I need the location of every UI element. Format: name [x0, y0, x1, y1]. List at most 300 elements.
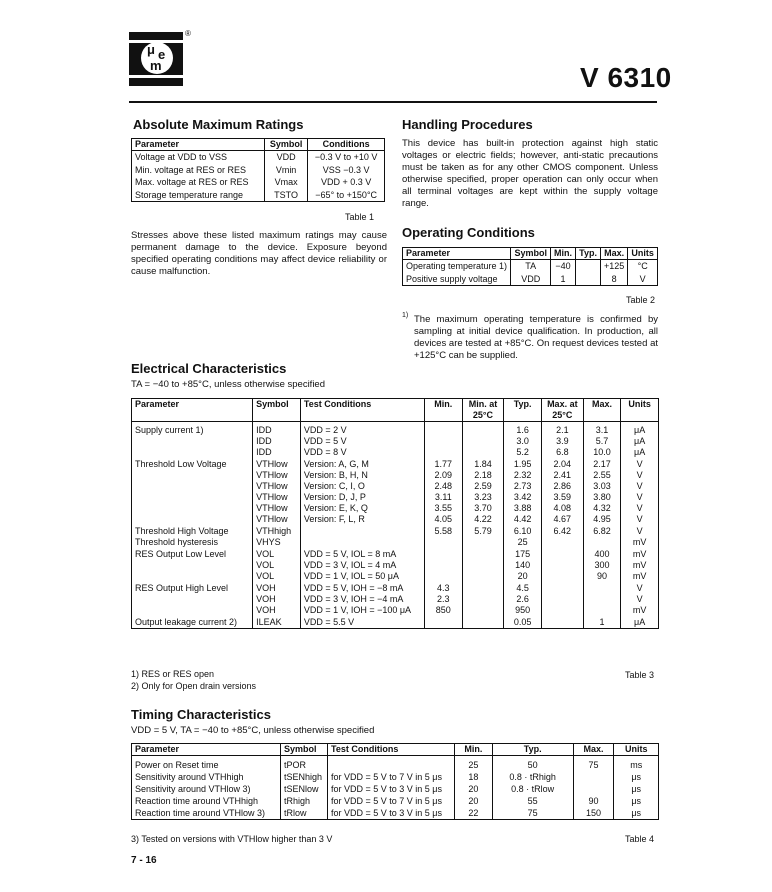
- cell-max-25: 2.86: [541, 481, 583, 492]
- cell-test-conditions: VDD = 3 V, IOH = −4 mA: [300, 594, 424, 605]
- electrical-footnote-2: 2) Only for Open drain versions: [131, 681, 257, 691]
- table-row: [132, 492, 659, 503]
- op-param-0: Operating temperature 1): [406, 261, 508, 271]
- cell-max-25: 4.08: [541, 503, 583, 514]
- col-max: Max.: [601, 248, 628, 260]
- cell-min-25: 2.59: [462, 481, 504, 492]
- cell-units: mV: [621, 560, 659, 571]
- cell-symbol: VOL: [253, 560, 301, 571]
- cell-test-conditions: [328, 756, 455, 772]
- cell-min-25: [462, 594, 504, 605]
- document-title: V 6310: [580, 62, 672, 93]
- col-symbol: Symbol: [511, 248, 551, 260]
- cell-symbol: VTHlow: [253, 492, 301, 503]
- cell-typ: 140: [504, 560, 542, 571]
- cell-max: 2.55: [583, 470, 621, 481]
- op-max-1: 8: [611, 273, 617, 284]
- col-units: Units: [621, 399, 659, 422]
- op-units: [628, 260, 658, 286]
- cell-units: V: [621, 594, 659, 605]
- table-row: [132, 548, 659, 560]
- cell-typ: 3.88: [504, 503, 542, 514]
- cell-max: 1: [583, 616, 621, 629]
- col-min-25: Min. at 25°C: [462, 399, 504, 422]
- col-max: Max.: [583, 399, 621, 422]
- cell-parameter: [132, 436, 253, 447]
- cell-min: 2.3: [424, 594, 462, 605]
- cell-min-25: [462, 436, 504, 447]
- cell-units: mV: [621, 548, 659, 560]
- table-4-label: Table 4: [625, 834, 655, 844]
- page-number: 7 - 16: [131, 855, 157, 866]
- cell-max: 4.32: [583, 503, 621, 514]
- cell-typ: 55: [492, 795, 573, 807]
- col-min: Min.: [551, 248, 576, 260]
- abs-sym-2: Vmax: [274, 177, 298, 187]
- cell-typ: 1.95: [504, 458, 542, 470]
- op-typs: [576, 260, 601, 286]
- table-row: [132, 458, 659, 470]
- cell-min-25: 2.18: [462, 470, 504, 481]
- col-typ: Typ.: [492, 744, 573, 756]
- cell-min-25: [462, 422, 504, 437]
- cell-test-conditions: [300, 525, 424, 537]
- cell-units: μs: [614, 795, 659, 807]
- cell-min-25: [462, 447, 504, 458]
- header-rule: [129, 101, 657, 103]
- cell-max: [573, 771, 614, 783]
- cell-min: 3.55: [424, 503, 462, 514]
- abs-sym-0: VDD: [276, 152, 296, 162]
- cell-units: μs: [614, 771, 659, 783]
- cell-max-25: [541, 605, 583, 616]
- logo-letter-e: e: [158, 47, 166, 62]
- cell-parameter: [132, 560, 253, 571]
- table-row: [132, 422, 659, 437]
- cell-max: [583, 582, 621, 594]
- timing-table: [131, 743, 659, 820]
- col-parameter: Parameter: [132, 744, 281, 756]
- cell-min: 4.3: [424, 582, 462, 594]
- cell-max: [583, 594, 621, 605]
- table-row: [132, 481, 659, 492]
- cell-units: μA: [621, 436, 659, 447]
- cell-max-25: 3.9: [541, 436, 583, 447]
- cell-max: 150: [573, 807, 614, 820]
- cell-max: 90: [573, 795, 614, 807]
- cell-test-conditions: VDD = 5.5 V: [300, 616, 424, 629]
- col-parameter: Parameter: [403, 248, 511, 260]
- cell-parameter: Threshold hysteresis: [132, 537, 253, 548]
- registered-mark-icon: ®: [185, 29, 191, 38]
- cell-max-25: 6.8: [541, 447, 583, 458]
- cell-units: V: [621, 470, 659, 481]
- cell-units: μA: [621, 616, 659, 629]
- cell-min-25: 4.22: [462, 514, 504, 525]
- cell-units: μs: [614, 783, 659, 795]
- cell-typ: 20: [504, 571, 542, 582]
- cell-max-25: [541, 548, 583, 560]
- table-header-row: [132, 399, 659, 422]
- emm-logo: [129, 29, 191, 86]
- electrical-footnote-1: 1) RES or RES open: [131, 669, 215, 679]
- cell-symbol: VTHlow: [253, 514, 301, 525]
- cell-symbol: IDD: [253, 436, 301, 447]
- col-units: Units: [628, 248, 658, 260]
- cell-symbol: VOL: [253, 548, 301, 560]
- cell-test-conditions: VDD = 3 V, IOL = 4 mA: [300, 560, 424, 571]
- cell-symbol: tRlow: [281, 807, 328, 820]
- cell-typ: 3.42: [504, 492, 542, 503]
- cell-units: μA: [621, 447, 659, 458]
- cell-typ: 0.05: [504, 616, 542, 629]
- abs-cond-0: −0.3 V to +10 V: [314, 152, 378, 162]
- cell-symbol: tSENlow: [281, 783, 328, 795]
- cell-parameter: RES Output Low Level: [132, 548, 253, 560]
- col-typ: Typ.: [576, 248, 601, 260]
- table-row: [132, 514, 659, 525]
- cell-symbol: ILEAK: [253, 616, 301, 629]
- op-unit-1: V: [639, 273, 646, 284]
- abs-param-1: Min. voltage at RES or RES: [135, 164, 247, 175]
- cell-test-conditions: VDD = 1 V, IOH = −100 μA: [300, 605, 424, 616]
- cell-min: 25: [455, 756, 493, 772]
- abs-param-3: Storage temperature range: [135, 189, 244, 200]
- cell-max-25: 2.04: [541, 458, 583, 470]
- table-row: [132, 783, 659, 795]
- cell-parameter: Threshold High Voltage: [132, 525, 253, 537]
- cell-min: 20: [455, 795, 493, 807]
- cell-min-25: 5.79: [462, 525, 504, 537]
- col-typ: Typ.: [504, 399, 542, 422]
- col-min: Min.: [424, 399, 462, 422]
- abs-max-table: [131, 138, 385, 202]
- cell-min-25: 3.70: [462, 503, 504, 514]
- col-test-conditions: Test Conditions: [300, 399, 424, 422]
- cell-max-25: [541, 582, 583, 594]
- cell-max-25: 6.42: [541, 525, 583, 537]
- cell-units: ms: [614, 756, 659, 772]
- col-conditions: Conditions: [308, 139, 385, 151]
- cell-test-conditions: Version: C, I, O: [300, 481, 424, 492]
- table-3-label: Table 3: [625, 670, 655, 680]
- op-param-1: Positive supply voltage: [406, 273, 498, 284]
- stress-note: Stresses above these listed maximum ratings may cause permanent damage to the device. Exposure beyond specified operating conditions may affect device reliability or cause malfunction.: [131, 230, 387, 277]
- abs-cond-2: VDD + 0.3 V: [321, 177, 372, 187]
- cell-typ: 75: [492, 807, 573, 820]
- cell-symbol: VTHlow: [253, 503, 301, 514]
- cell-parameter: Threshold Low Voltage: [132, 458, 253, 470]
- cell-max-25: [541, 537, 583, 548]
- electrical-subheading: TA = −40 to +85°C, unless otherwise specified: [131, 379, 325, 390]
- cell-test-conditions: for VDD = 5 V to 7 V in 5 μs: [328, 795, 455, 807]
- cell-min: 5.58: [424, 525, 462, 537]
- timing-subheading: VDD = 5 V, TA = −40 to +85°C, unless otherwise specified: [131, 725, 375, 736]
- cell-units: V: [621, 492, 659, 503]
- table-row: [132, 807, 659, 820]
- cell-typ: 2.32: [504, 470, 542, 481]
- cell-symbol: tRhigh: [281, 795, 328, 807]
- abs-max-heading: Absolute Maximum Ratings: [133, 117, 304, 132]
- cell-max-25: [541, 560, 583, 571]
- cell-parameter: [132, 571, 253, 582]
- cell-min: [424, 422, 462, 437]
- cell-min-25: [462, 582, 504, 594]
- table-row: [132, 525, 659, 537]
- cell-units: V: [621, 514, 659, 525]
- logo-letter-m: m: [150, 58, 162, 73]
- cell-test-conditions: VDD = 2 V: [300, 422, 424, 437]
- cell-min: 4.05: [424, 514, 462, 525]
- col-symbol: Symbol: [253, 399, 301, 422]
- row-symbols: [264, 151, 308, 202]
- row-params: [132, 151, 265, 202]
- col-max-25: Max. at 25°C: [541, 399, 583, 422]
- cell-parameter: [132, 470, 253, 481]
- col-max: Max.: [573, 744, 614, 756]
- table-row: [132, 616, 659, 629]
- cell-max: 90: [583, 571, 621, 582]
- cell-max-25: [541, 594, 583, 605]
- cell-typ: 6.10: [504, 525, 542, 537]
- cell-max: [583, 605, 621, 616]
- col-parameter: Parameter: [132, 139, 265, 151]
- cell-typ: 2.6: [504, 594, 542, 605]
- cell-max: 3.1: [583, 422, 621, 437]
- cell-symbol: tSENhigh: [281, 771, 328, 783]
- cell-min: 850: [424, 605, 462, 616]
- cell-test-conditions: Version: B, H, N: [300, 470, 424, 481]
- cell-min-25: [462, 537, 504, 548]
- cell-parameter: [132, 605, 253, 616]
- cell-parameter: Reaction time around VTHlow 3): [132, 807, 281, 820]
- table-row: [132, 560, 659, 571]
- cell-max: 75: [573, 756, 614, 772]
- cell-max-25: 2.41: [541, 470, 583, 481]
- electrical-footnotes: [131, 668, 256, 692]
- handling-heading: Handling Procedures: [402, 117, 533, 132]
- cell-test-conditions: for VDD = 5 V to 3 V in 5 μs: [328, 807, 455, 820]
- cell-units: V: [621, 481, 659, 492]
- table-header-row: [132, 139, 385, 151]
- cell-test-conditions: VDD = 5 V, IOL = 8 mA: [300, 548, 424, 560]
- cell-max: [583, 537, 621, 548]
- cell-min-25: 1.84: [462, 458, 504, 470]
- cell-max-25: 3.59: [541, 492, 583, 503]
- operating-heading: Operating Conditions: [402, 225, 535, 240]
- col-min: Min.: [455, 744, 493, 756]
- cell-units: μs: [614, 807, 659, 820]
- abs-sym-1: Vmin: [275, 164, 297, 175]
- cell-test-conditions: Version: F, L, R: [300, 514, 424, 525]
- op-mins: [551, 260, 576, 286]
- table-row: [132, 795, 659, 807]
- cell-max-25: 2.1: [541, 422, 583, 437]
- abs-param-0: Voltage at VDD to VSS: [135, 152, 228, 162]
- col-symbol: Symbol: [264, 139, 308, 151]
- op-params: [403, 260, 511, 286]
- cell-test-conditions: Version: A, G, M: [300, 458, 424, 470]
- cell-typ: 50: [492, 756, 573, 772]
- table-row: [132, 151, 385, 202]
- footnote-1-mark: 1): [402, 312, 409, 319]
- cell-symbol: VTHlow: [253, 470, 301, 481]
- cell-min: [424, 560, 462, 571]
- cell-test-conditions: Version: D, J, P: [300, 492, 424, 503]
- cell-min: 22: [455, 807, 493, 820]
- table-row: [132, 771, 659, 783]
- timing-heading: Timing Characteristics: [131, 707, 271, 722]
- cell-test-conditions: [300, 537, 424, 548]
- cell-max: 10.0: [583, 447, 621, 458]
- cell-max: 300: [583, 560, 621, 571]
- op-min-0: −40: [555, 261, 571, 271]
- cell-typ: 175: [504, 548, 542, 560]
- cell-min: 20: [455, 783, 493, 795]
- cell-typ: 0.8 · tRhigh: [492, 771, 573, 783]
- cell-test-conditions: VDD = 1 V, IOL = 50 μA: [300, 571, 424, 582]
- cell-max: 6.82: [583, 525, 621, 537]
- cell-test-conditions: Version: E, K, Q: [300, 503, 424, 514]
- handling-text: This device has built-in protection against high static voltages or electric fields; however, anti-static precautions must be taken as for any other CMOS component. Unless otherwise specified, proper operation can only occur when all terminal voltages are kept within the supply voltage range.: [402, 138, 658, 209]
- cell-parameter: Reaction time around VTHhigh: [132, 795, 281, 807]
- cell-units: mV: [621, 605, 659, 616]
- cell-test-conditions: for VDD = 5 V to 3 V in 5 μs: [328, 783, 455, 795]
- cell-typ: 4.42: [504, 514, 542, 525]
- table-row: [132, 537, 659, 548]
- cell-min-25: [462, 616, 504, 629]
- cell-max: 3.03: [583, 481, 621, 492]
- cell-test-conditions: VDD = 5 V, IOH = −8 mA: [300, 582, 424, 594]
- col-symbol: Symbol: [281, 744, 328, 756]
- cell-symbol: VOH: [253, 605, 301, 616]
- col-test-conditions: Test Conditions: [328, 744, 455, 756]
- cell-parameter: Output leakage current 2): [132, 616, 253, 629]
- cell-symbol: IDD: [253, 422, 301, 437]
- cell-symbol: IDD: [253, 447, 301, 458]
- cell-symbol: VOH: [253, 594, 301, 605]
- cell-parameter: [132, 503, 253, 514]
- cell-max: [573, 783, 614, 795]
- op-symbols: [511, 260, 551, 286]
- cell-max: 2.17: [583, 458, 621, 470]
- cell-min-25: [462, 571, 504, 582]
- op-unit-0: °C: [637, 261, 648, 271]
- cell-symbol: VTHlow: [253, 481, 301, 492]
- cell-typ: 1.6: [504, 422, 542, 437]
- cell-min: 2.09: [424, 470, 462, 481]
- cell-typ: 25: [504, 537, 542, 548]
- table-row: [132, 447, 659, 458]
- cell-min: 1.77: [424, 458, 462, 470]
- op-sym-1: VDD: [521, 273, 541, 284]
- cell-parameter: [132, 594, 253, 605]
- table-row: [132, 756, 659, 772]
- cell-min: [424, 537, 462, 548]
- op-sym-0: TA: [525, 261, 537, 271]
- cell-max: 4.95: [583, 514, 621, 525]
- cell-parameter: [132, 481, 253, 492]
- table-row: [132, 503, 659, 514]
- row-conditions: [308, 151, 385, 202]
- cell-parameter: [132, 492, 253, 503]
- table-2-label: Table 2: [626, 295, 656, 305]
- cell-min: [424, 548, 462, 560]
- table-header-row: [132, 744, 659, 756]
- cell-typ: 950: [504, 605, 542, 616]
- op-max-0: +125: [604, 261, 625, 271]
- cell-max: 5.7: [583, 436, 621, 447]
- cell-test-conditions: VDD = 8 V: [300, 447, 424, 458]
- table-row: [132, 571, 659, 582]
- electrical-table-body: [132, 422, 659, 629]
- cell-units: V: [621, 525, 659, 537]
- abs-param-2: Max. voltage at RES or RES: [135, 177, 249, 187]
- op-maxs: [601, 260, 628, 286]
- table-header-row: [403, 248, 658, 260]
- cell-symbol: VOH: [253, 582, 301, 594]
- cell-min: [424, 571, 462, 582]
- table-row: [132, 582, 659, 594]
- cell-min: 18: [455, 771, 493, 783]
- cell-min: [424, 447, 462, 458]
- table-row: [403, 260, 658, 286]
- cell-symbol: VTHlow: [253, 458, 301, 470]
- cell-max-25: [541, 571, 583, 582]
- cell-max: 400: [583, 548, 621, 560]
- cell-max: 3.80: [583, 492, 621, 503]
- timing-table-body: [132, 756, 659, 820]
- electrical-heading: Electrical Characteristics: [131, 361, 287, 376]
- cell-parameter: Sensitivity around VTHhigh: [132, 771, 281, 783]
- cell-max-25: 4.67: [541, 514, 583, 525]
- cell-typ: 2.73: [504, 481, 542, 492]
- table-1-label: Table 1: [345, 212, 375, 222]
- timing-footnote: 3) Tested on versions with VTHlow higher than 3 V: [131, 834, 333, 844]
- cell-typ: 3.0: [504, 436, 542, 447]
- cell-min: 2.48: [424, 481, 462, 492]
- cell-parameter: RES Output High Level: [132, 582, 253, 594]
- cell-units: mV: [621, 537, 659, 548]
- abs-sym-3: TSTO: [274, 189, 298, 200]
- cell-parameter: Supply current 1): [132, 422, 253, 437]
- table-row: [132, 605, 659, 616]
- cell-symbol: VHYS: [253, 537, 301, 548]
- cell-min-25: 3.23: [462, 492, 504, 503]
- electrical-table: [131, 398, 659, 629]
- cell-typ: 4.5: [504, 582, 542, 594]
- cell-min: [424, 436, 462, 447]
- cell-units: μA: [621, 422, 659, 437]
- cell-parameter: [132, 514, 253, 525]
- cell-parameter: [132, 447, 253, 458]
- op-min-1: 1: [560, 273, 566, 284]
- operating-footnote: The maximum operating temperature is confirmed by sampling at initial device qualification. In production, all devices are tested at +85°C. On request devices tested at +125°C can be supplied.: [414, 314, 658, 361]
- cell-units: V: [621, 582, 659, 594]
- table-row: [132, 594, 659, 605]
- logo-letter-mu: μ: [147, 42, 155, 57]
- cell-units: V: [621, 503, 659, 514]
- logo-bar-bottom: [129, 75, 183, 78]
- cell-symbol: tPOR: [281, 756, 328, 772]
- operating-table: [402, 247, 658, 286]
- cell-min-25: [462, 548, 504, 560]
- abs-cond-3: −65° to +150°C: [315, 189, 378, 200]
- cell-parameter: Power on Reset time: [132, 756, 281, 772]
- cell-units: V: [621, 458, 659, 470]
- abs-cond-1: VSS −0.3 V: [322, 164, 370, 175]
- cell-min: [424, 616, 462, 629]
